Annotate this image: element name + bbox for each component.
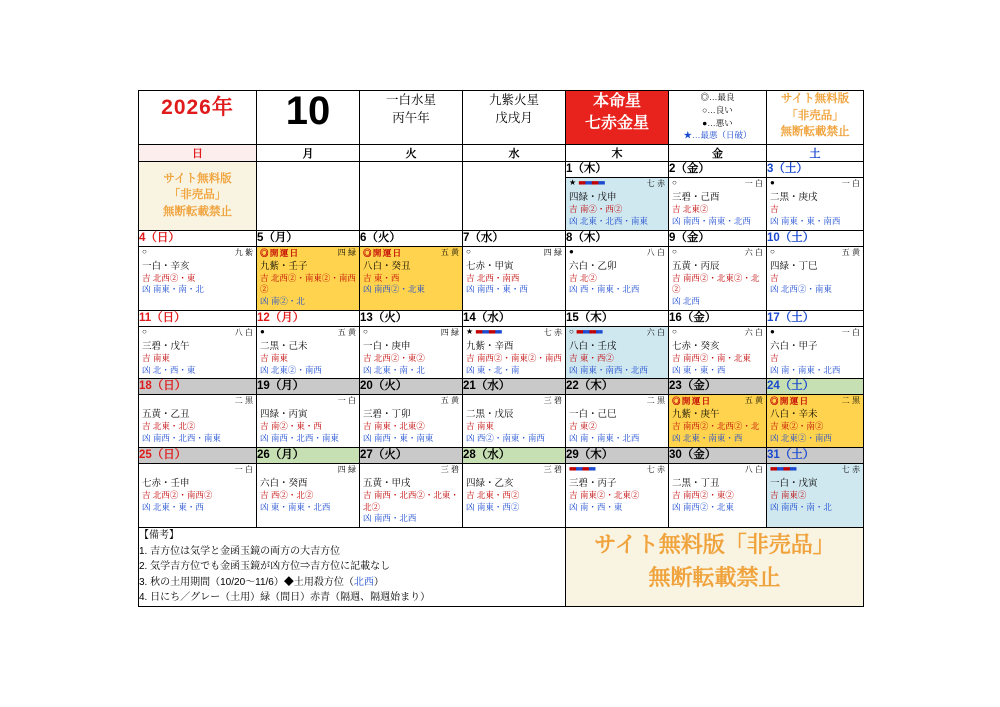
weekday-tue: 火: [360, 145, 463, 162]
notes-line-3-post: ）: [373, 576, 384, 588]
day-eto: 七赤・甲寅: [466, 260, 514, 272]
day-unlucky-directions: 凶 北・西・東: [142, 364, 196, 375]
day-eto: 五黄・乙丑: [142, 409, 190, 421]
day-lucky-directions: 吉 北東②: [672, 204, 709, 215]
week-body-row: [139, 395, 864, 448]
day-number[interactable]: 3（土）: [767, 162, 864, 178]
header-year-star: [360, 91, 463, 145]
day-number[interactable]: 29（木）: [566, 447, 669, 463]
notes-watermark: [566, 528, 864, 607]
header-honmei-label: 本命星: [592, 93, 641, 110]
day-unlucky-directions: 凶 南西・北西・南東: [142, 433, 221, 444]
day-eto: 五黄・丙辰: [672, 260, 720, 272]
week-number-row: [139, 447, 864, 463]
notes-line-4: 4. 日にち／グレー（土用）緑（間日）赤青（隔週、隔週始まり）: [139, 592, 431, 604]
week-number-row: [139, 162, 864, 178]
header-month-star-line2: 戊戌月: [495, 111, 533, 126]
day-number[interactable]: 11（日）: [139, 310, 257, 326]
day-number[interactable]: 14（水）: [463, 310, 566, 326]
day-eto: 一白・己巳: [569, 409, 617, 421]
day-unlucky-directions: 凶 北西②・南東: [770, 284, 832, 295]
header-year-star-line2: 丙午年: [392, 111, 430, 126]
day-cell[interactable]: ○ 六 白 五黄・丙辰 吉 南西②・北東②・北② 凶 北西: [669, 246, 767, 310]
day-lucky-directions: 吉 北②: [569, 272, 597, 283]
notes-line-3-pre: 3. 秋の土用期間（10/20〜11/6）◆土用殺方位（: [139, 576, 354, 588]
day-eto: 七赤・壬申: [142, 477, 190, 489]
day-number[interactable]: 20（火）: [360, 379, 463, 395]
day-lucky-directions: 吉 北東・西②: [466, 490, 520, 501]
day-lucky-directions: 吉 南東②: [770, 490, 807, 501]
day-lucky-directions: 吉: [770, 272, 779, 283]
day-cell[interactable]: ◎ 開 運 日 五 黄 八白・癸丑 吉 東・西 凶 南西②・北東: [360, 246, 463, 310]
week-body-row: [139, 326, 864, 379]
day-eto: 八白・癸丑: [363, 260, 411, 272]
day-cell[interactable]: ○ ■■■■■■■■ 六 白 八白・壬戌 吉 東・西② 凶 南東・南西・北西: [566, 326, 669, 379]
day-number[interactable]: 7（水）: [463, 230, 566, 246]
day-unlucky-directions: 凶 北東②・南西: [770, 433, 832, 444]
notes-line-1: 1. 吉方位は気学と金函玉鏡の両方の大吉方位: [139, 545, 341, 557]
day-cell[interactable]: ○ 八 白 三碧・戊午 吉 南東 凶 北・西・東: [139, 326, 257, 379]
day-lucky-directions: 吉 南東: [142, 352, 170, 363]
day-unlucky-directions: 凶 南東・南西・北西: [569, 364, 648, 375]
day-number[interactable]: 6（火）: [360, 230, 463, 246]
day-cell[interactable]: ○ 九 紫 一白・辛亥 吉 北西②・東 凶 南東・南・北: [139, 246, 257, 310]
day-number[interactable]: 30（金）: [669, 447, 767, 463]
day-cell[interactable]: ○ 四 緑 一白・庚申 吉 北西②・東② 凶 北東・南・北: [360, 326, 463, 379]
day-unlucky-directions: 凶 南東・南・北: [142, 284, 204, 295]
day-lucky-directions: 吉: [770, 204, 779, 215]
day-number[interactable]: 26（月）: [257, 447, 360, 463]
day-number[interactable]: 5（月）: [257, 230, 360, 246]
day-unlucky-directions: 凶 南東・東・南西: [770, 215, 841, 226]
day-unlucky-directions: 凶 東・北・南: [466, 364, 520, 375]
day-unlucky-directions: 凶 北西: [672, 296, 700, 307]
day-number[interactable]: 4（日）: [139, 230, 257, 246]
day-unlucky-directions: 凶 南・南東・北西: [770, 364, 841, 375]
day-unlucky-directions: 凶 西・南東・北西: [569, 284, 640, 295]
day-eto: 二黒・丁丑: [672, 477, 720, 489]
day-cell[interactable]: 三 碧 四緑・乙亥 吉 北東・西② 凶 南東・西②: [463, 463, 566, 527]
day-cell[interactable]: 五 黄 三碧・丁卯 吉 南東・北東② 凶 南西・東・南東: [360, 395, 463, 448]
day-lucky-directions: 吉 南西②・東②: [672, 490, 734, 501]
watermark-cell: [139, 162, 257, 231]
week-body-row: [139, 463, 864, 527]
day-number[interactable]: 18（日）: [139, 379, 257, 395]
day-cell[interactable]: 三 碧 二黒・戊辰 吉 南東 凶 西②・南東・南西: [463, 395, 566, 448]
empty-day-cell: [257, 162, 360, 231]
day-unlucky-directions: 凶 南・西・東: [569, 501, 623, 512]
day-unlucky-directions: 凶 北東②・南西: [260, 364, 322, 375]
week-number-row: [139, 230, 864, 246]
header-honmei-value: 七赤金星: [584, 114, 649, 132]
day-eto: 九紫・庚午: [672, 409, 720, 421]
day-unlucky-directions: 凶 南西・東・西: [466, 284, 528, 295]
empty-day-cell: [463, 162, 566, 231]
day-lucky-directions: 吉 南②・西②: [569, 204, 623, 215]
watermark-cell-line2: 「非売品」: [168, 189, 227, 202]
day-lucky-directions: 吉 西②・北②: [260, 490, 314, 501]
day-cell[interactable]: ★ ■■■■■■■■ 七 赤 四緑・戊申 吉 南②・西② 凶 北東・北西・南東: [566, 178, 669, 231]
day-eto: 八白・壬戌: [569, 340, 617, 352]
day-lucky-directions: 吉 南西②・北西②・北: [672, 421, 760, 432]
day-eto: 六白・癸酉: [260, 477, 308, 489]
day-cell[interactable]: ○ 一 白 三碧・己酉 吉 北東② 凶 南西・南東・北西: [669, 178, 767, 231]
header-month-star: [463, 91, 566, 145]
day-unlucky-directions: 凶 南西・北西・南東: [260, 433, 339, 444]
day-cell[interactable]: ○ 四 緑 七赤・甲寅 吉 北西・南西 凶 南西・東・西: [463, 246, 566, 310]
weekday-wed: 水: [463, 145, 566, 162]
day-number[interactable]: 25（日）: [139, 447, 257, 463]
day-cell[interactable]: ★ ■■■■■■■■ 七 赤 九紫・辛酉 吉 南西②・南東②・南西 凶 東・北・南: [463, 326, 566, 379]
day-eto: 一白・庚申: [363, 340, 411, 352]
day-eto: 六白・甲子: [770, 340, 818, 352]
weekday-fri: 金: [669, 145, 767, 162]
legend-item-good: ○…良い: [702, 104, 733, 115]
day-cell[interactable]: ○ 五 黄 四緑・丁巳 吉 凶 北西②・南東: [767, 246, 864, 310]
day-eto: 二黒・己未: [260, 340, 308, 352]
day-number[interactable]: 13（火）: [360, 310, 463, 326]
legend-item-bad: ●…悪い: [702, 117, 733, 128]
day-number[interactable]: 21（水）: [463, 379, 566, 395]
week-body-row: [139, 246, 864, 310]
day-cell[interactable]: ◎ 開 運 日 四 緑 九紫・壬子 吉 北西②・南東②・南西② 凶 南②・北: [257, 246, 360, 310]
day-lucky-directions: 吉 東②・南②: [770, 421, 824, 432]
day-number[interactable]: 12（月）: [257, 310, 360, 326]
day-eto: 四緑・戊申: [569, 192, 617, 203]
day-lucky-directions: 吉 北西②・東: [142, 272, 196, 283]
day-unlucky-directions: 凶 北東・南・北: [363, 364, 425, 375]
day-lucky-directions: 吉 南②・東・西: [260, 421, 322, 432]
day-lucky-directions: 吉 北西・南西: [466, 272, 520, 283]
day-eto: 五黄・甲戌: [363, 477, 411, 489]
day-number[interactable]: 10（土）: [767, 230, 864, 246]
day-lucky-directions: 吉 南東: [260, 352, 288, 363]
header-year: 2026年: [139, 91, 257, 145]
day-unlucky-directions: 凶 東・東・西: [672, 364, 726, 375]
day-cell[interactable]: ● 八 白 六白・乙卯 吉 北② 凶 西・南東・北西: [566, 246, 669, 310]
day-unlucky-directions: 凶 南東・西②: [466, 501, 520, 512]
day-unlucky-directions: 凶 南西・南・北: [770, 501, 832, 512]
day-number[interactable]: 31（土）: [767, 447, 864, 463]
day-cell[interactable]: 八 白 二黒・丁丑 吉 南西②・東② 凶 南西②・北東: [669, 463, 767, 527]
header-honmei-star: [566, 91, 669, 145]
day-number[interactable]: 2（金）: [669, 162, 767, 178]
day-number[interactable]: 19（月）: [257, 379, 360, 395]
day-lucky-directions: 吉 東・西②: [569, 352, 614, 363]
watermark-cell-line1: サイト無料版: [163, 172, 232, 185]
notes-watermark-line1: サイト無料版「非売品」: [594, 532, 835, 558]
day-eto: 一白・辛亥: [142, 260, 190, 272]
notes-line-3-direction: 北西: [353, 576, 374, 588]
day-lucky-directions: 吉 南東②・北東②: [569, 490, 640, 501]
header-month-star-line1: 九紫火星: [488, 93, 539, 107]
day-number[interactable]: 23（金）: [669, 379, 767, 395]
day-unlucky-directions: 凶 南西②・北東: [363, 284, 425, 295]
day-lucky-directions: 吉 北西②・南西②: [142, 490, 213, 501]
notes-line-3: [139, 575, 565, 591]
watermark-cell-line3: 無断転載禁止: [163, 206, 232, 219]
header-watermark-line3: 無断転載禁止: [780, 126, 850, 139]
day-lucky-directions: 吉 北東・北②: [142, 421, 196, 432]
header-legend: [669, 91, 767, 145]
day-lucky-directions: 吉 東・西: [363, 272, 400, 283]
notes-line-2: 2. 気学吉方位でも金函玉鏡が凶方位⇒吉方位に記載なし: [139, 561, 391, 573]
day-lucky-directions: 吉 北西②・南東②・南西②: [260, 272, 356, 295]
day-eto: 三碧・丁卯: [363, 409, 411, 421]
day-eto: 八白・辛未: [770, 409, 818, 421]
day-unlucky-directions: 凶 西②・南東・南西: [466, 433, 545, 444]
day-eto: 三碧・己酉: [672, 192, 720, 203]
day-cell[interactable]: 二 黒 一白・己巳 吉 東② 凶 南・南東・北西: [566, 395, 669, 448]
day-lucky-directions: 吉 南西・北西②・北東・北②: [363, 490, 459, 512]
day-unlucky-directions: 凶 南西②・北東: [672, 501, 734, 512]
week-number-row: [139, 310, 864, 326]
day-lucky-directions: 吉 東②: [569, 421, 597, 432]
day-cell[interactable]: 四 緑 六白・癸酉 吉 西②・北② 凶 東・南東・北西: [257, 463, 360, 527]
day-eto: 三碧・戊午: [142, 340, 190, 352]
legend-item-worst: ★…最悪（日破）: [683, 130, 752, 141]
calendar-header-row: [139, 91, 864, 145]
weekday-thu: 木: [566, 145, 669, 162]
notes-title: 【備考】: [139, 530, 179, 542]
weekday-sat: 土: [767, 145, 864, 162]
day-lucky-directions: 吉 南西②・南東②・南西: [466, 352, 562, 363]
day-unlucky-directions: 凶 南②・北: [260, 296, 305, 307]
day-cell[interactable]: ■■■■■■■■ 七 赤 三碧・丙子 吉 南東②・北東② 凶 南・西・東: [566, 463, 669, 527]
calendar-table: [138, 90, 864, 607]
notes-row: [139, 528, 864, 607]
day-unlucky-directions: 凶 南西・北西: [363, 513, 417, 524]
day-cell[interactable]: 一 白 四緑・丙寅 吉 南②・東・西 凶 南西・北西・南東: [257, 395, 360, 448]
header-year-star-line1: 一白水星: [385, 93, 436, 107]
day-unlucky-directions: 凶 南西・南東・北西: [672, 215, 751, 226]
day-eto: 九紫・壬子: [260, 260, 308, 272]
empty-day-cell: [360, 162, 463, 231]
day-lucky-directions: 吉: [770, 352, 779, 363]
day-eto: 七赤・癸亥: [672, 340, 720, 352]
day-cell[interactable]: 二 黒 五黄・乙丑 吉 北東・北② 凶 南西・北西・南東: [139, 395, 257, 448]
day-unlucky-directions: 凶 北東・東・西: [142, 501, 204, 512]
day-eto: 四緑・丁巳: [770, 260, 818, 272]
day-number[interactable]: 17（土）: [767, 310, 864, 326]
day-cell[interactable]: ● 一 白 六白・甲子 吉 凶 南・南東・北西: [767, 326, 864, 379]
header-watermark-line1: サイト無料版: [780, 93, 850, 105]
day-lucky-directions: 吉 南西②・南・北東: [672, 352, 751, 363]
week-number-row: [139, 379, 864, 395]
day-cell[interactable]: ● 五 黄 二黒・己未 吉 南東 凶 北東②・南西: [257, 326, 360, 379]
day-number[interactable]: 16（金）: [669, 310, 767, 326]
header-watermark-line2: 「非売品」: [786, 109, 844, 122]
day-cell[interactable]: ◎ 開 運 日 五 黄 九紫・庚午 吉 南西②・北西②・北 凶 北東・南東・西: [669, 395, 767, 448]
day-eto: 九紫・辛酉: [466, 340, 514, 352]
day-lucky-directions: 吉 南東: [466, 421, 494, 432]
day-eto: 四緑・乙亥: [466, 477, 514, 489]
day-lucky-directions: 吉 南西②・北東②・北②: [672, 272, 760, 295]
day-number[interactable]: 1（木）: [566, 162, 669, 178]
day-unlucky-directions: 凶 南・南東・北西: [569, 433, 640, 444]
day-number[interactable]: 27（火）: [360, 447, 463, 463]
day-number[interactable]: 24（土）: [767, 379, 864, 395]
day-eto: 四緑・丙寅: [260, 409, 308, 421]
day-number[interactable]: 9（金）: [669, 230, 767, 246]
header-watermark: [767, 91, 864, 145]
day-unlucky-directions: 凶 北東・北西・南東: [569, 215, 648, 226]
day-eto: 三碧・丙子: [569, 477, 617, 489]
notes-cell: [139, 528, 566, 607]
weekday-row: [139, 145, 864, 162]
calendar-weeks: [139, 162, 864, 528]
header-month: 10: [257, 91, 360, 145]
weekday-sun: 日: [139, 145, 257, 162]
day-cell[interactable]: ■■■■■■■■ 七 赤 一白・戊寅 吉 南東② 凶 南西・南・北: [767, 463, 864, 527]
day-unlucky-directions: 凶 南西・東・南東: [363, 433, 434, 444]
day-number[interactable]: 15（木）: [566, 310, 669, 326]
day-eto: 二黒・庚戌: [770, 192, 818, 203]
notes-watermark-line2: 無断転載禁止: [648, 565, 781, 591]
day-lucky-directions: 吉 北西②・東②: [363, 352, 425, 363]
legend-item-best: ◎…最良: [700, 92, 735, 102]
day-cell[interactable]: ○ 六 白 七赤・癸亥 吉 南西②・南・北東 凶 東・東・西: [669, 326, 767, 379]
day-cell[interactable]: ◎ 開 運 日 二 黒 八白・辛未 吉 東②・南② 凶 北東②・南西: [767, 395, 864, 448]
day-number[interactable]: 28（水）: [463, 447, 566, 463]
day-eto: 六白・乙卯: [569, 260, 617, 272]
day-unlucky-directions: 凶 東・南東・北西: [260, 501, 331, 512]
day-eto: 一白・戊寅: [770, 477, 818, 489]
day-cell[interactable]: 一 白 七赤・壬申 吉 北西②・南西② 凶 北東・東・西: [139, 463, 257, 527]
day-number[interactable]: 22（木）: [566, 379, 669, 395]
day-eto: 二黒・戊辰: [466, 409, 514, 421]
weekday-mon: 月: [257, 145, 360, 162]
day-cell[interactable]: ● 一 白 二黒・庚戌 吉 凶 南東・東・南西: [767, 178, 864, 231]
day-unlucky-directions: 凶 北東・南東・西: [672, 433, 743, 444]
day-lucky-directions: 吉 南東・北東②: [363, 421, 425, 432]
day-number[interactable]: 8（木）: [566, 230, 669, 246]
day-cell[interactable]: 三 碧 五黄・甲戌 吉 南西・北西②・北東・北② 凶 南西・北西: [360, 463, 463, 527]
